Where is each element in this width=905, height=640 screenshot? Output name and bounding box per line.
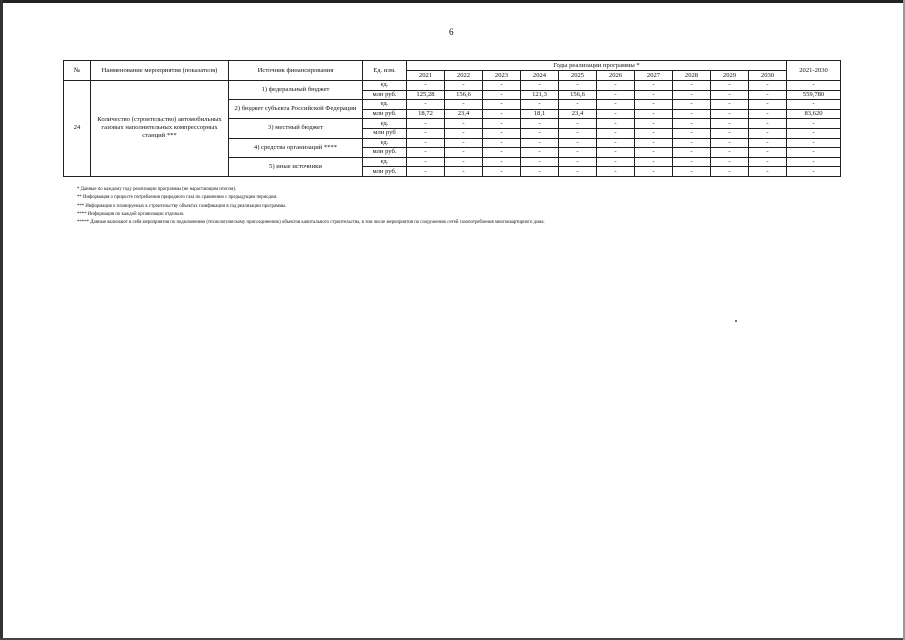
value-cell: - [673, 109, 711, 119]
value-cell: - [445, 138, 483, 148]
value-cell: - [711, 148, 749, 158]
value-cell: - [483, 81, 521, 91]
value-cell: - [635, 148, 673, 158]
value-cell: 121,3 [521, 90, 559, 100]
header-year: 2026 [597, 71, 635, 81]
scan-border-left [0, 0, 3, 640]
value-cell: - [407, 148, 445, 158]
unit-cell: млн руб. [363, 90, 407, 100]
header-year: 2022 [445, 71, 483, 81]
value-cell: - [445, 148, 483, 158]
value-cell: - [673, 100, 711, 110]
value-cell: - [407, 157, 445, 167]
funding-source: 5) иные источники [229, 157, 363, 176]
value-cell: - [521, 81, 559, 91]
value-cell: - [483, 128, 521, 138]
value-cell: - [521, 100, 559, 110]
total-cell: - [787, 148, 841, 158]
unit-cell: млн руб. [363, 167, 407, 177]
value-cell: - [749, 148, 787, 158]
value-cell: - [521, 148, 559, 158]
value-cell: - [445, 119, 483, 129]
value-cell: - [749, 138, 787, 148]
row-number: 24 [64, 81, 91, 177]
value-cell: - [635, 157, 673, 167]
value-cell: - [635, 167, 673, 177]
value-cell: - [635, 81, 673, 91]
value-cell: - [407, 81, 445, 91]
value-cell: - [559, 148, 597, 158]
value-cell: - [521, 157, 559, 167]
value-cell: - [749, 100, 787, 110]
value-cell: - [711, 138, 749, 148]
value-cell: - [673, 119, 711, 129]
unit-cell: ед. [363, 81, 407, 91]
value-cell: - [673, 81, 711, 91]
footnote: ***** Данные включают в себя мероприятия по подключению (технологическому присоединению) объектов капитального строительства, в том числе мероприятия по сооружению сетей газопотребления многоквартирного дома. [77, 220, 545, 226]
value-cell: - [597, 167, 635, 177]
funding-source: 4) средства организаций **** [229, 138, 363, 157]
value-cell: - [635, 100, 673, 110]
value-cell: - [635, 128, 673, 138]
footnote: * Данные по каждому году реализации программы (не нарастающим итогом). [77, 187, 237, 192]
value-cell: - [483, 148, 521, 158]
unit-cell: ед. [363, 157, 407, 167]
header-year: 2025 [559, 71, 597, 81]
value-cell: - [673, 128, 711, 138]
scan-speck [735, 320, 737, 322]
value-cell: - [673, 157, 711, 167]
page-number: 6 [449, 27, 454, 37]
value-cell: - [407, 100, 445, 110]
total-cell: - [787, 138, 841, 148]
value-cell: - [749, 167, 787, 177]
header-year: 2023 [483, 71, 521, 81]
value-cell: - [711, 100, 749, 110]
value-cell: - [597, 138, 635, 148]
value-cell: - [559, 128, 597, 138]
total-cell: - [787, 167, 841, 177]
value-cell: - [521, 119, 559, 129]
value-cell: - [559, 138, 597, 148]
value-cell: 23,4 [445, 109, 483, 119]
value-cell: - [749, 90, 787, 100]
value-cell: 156,6 [445, 90, 483, 100]
total-cell: - [787, 81, 841, 91]
header-year: 2027 [635, 71, 673, 81]
table-row [64, 81, 841, 91]
header-years-group: Годы реализации программы * [407, 61, 787, 71]
footnote: ** Информация о приросте потребления природного газа по сравнению с предыдущим периодом. [77, 195, 278, 201]
value-cell: - [635, 119, 673, 129]
value-cell: - [711, 157, 749, 167]
value-cell: - [749, 119, 787, 129]
value-cell: - [521, 128, 559, 138]
funding-source: 3) местный бюджет [229, 119, 363, 138]
value-cell: - [597, 157, 635, 167]
value-cell: - [407, 128, 445, 138]
total-cell: - [787, 157, 841, 167]
unit-cell: ед. [363, 100, 407, 110]
value-cell: - [597, 119, 635, 129]
header-year: 2028 [673, 71, 711, 81]
value-cell: - [673, 148, 711, 158]
total-cell: - [787, 119, 841, 129]
row-name: Количество (строительство) автомобильных газовых наполнительных компрессорных станций *** [91, 81, 229, 177]
table-body [64, 81, 841, 177]
value-cell: - [635, 90, 673, 100]
value-cell: - [711, 119, 749, 129]
unit-cell: ед. [363, 119, 407, 129]
scan-border-top [0, 0, 905, 3]
value-cell: - [483, 109, 521, 119]
value-cell: - [749, 157, 787, 167]
value-cell: - [749, 81, 787, 91]
value-cell: 18,72 [407, 109, 445, 119]
value-cell: 156,6 [559, 90, 597, 100]
value-cell: - [483, 90, 521, 100]
value-cell: - [673, 167, 711, 177]
value-cell: - [407, 138, 445, 148]
total-cell: 559,780 [787, 90, 841, 100]
value-cell: - [445, 157, 483, 167]
value-cell: - [673, 90, 711, 100]
value-cell: - [445, 128, 483, 138]
value-cell: - [483, 119, 521, 129]
header-year: 2021 [407, 71, 445, 81]
value-cell: 125,28 [407, 90, 445, 100]
program-table [63, 60, 841, 177]
value-cell: - [559, 157, 597, 167]
footnote: **** Информация по каждой организации отдельно. [77, 211, 185, 217]
value-cell: - [635, 109, 673, 119]
value-cell: - [407, 167, 445, 177]
value-cell: - [559, 100, 597, 110]
value-cell: - [749, 128, 787, 138]
value-cell: - [483, 167, 521, 177]
value-cell: - [559, 119, 597, 129]
value-cell: - [597, 81, 635, 91]
value-cell: - [597, 148, 635, 158]
value-cell: - [559, 167, 597, 177]
header-row-1 [64, 61, 841, 71]
value-cell: - [597, 90, 635, 100]
value-cell: - [673, 138, 711, 148]
total-cell: - [787, 100, 841, 110]
header-year: 2030 [749, 71, 787, 81]
header-num: № [64, 61, 91, 81]
value-cell: - [635, 138, 673, 148]
header-unit: Ед. изм. [363, 61, 407, 81]
header-source: Источник финансирования [229, 61, 363, 81]
value-cell: - [559, 81, 597, 91]
total-cell: 83,620 [787, 109, 841, 119]
footnotes [77, 186, 545, 227]
value-cell: - [521, 138, 559, 148]
value-cell: 23,4 [559, 109, 597, 119]
value-cell: - [445, 100, 483, 110]
value-cell: - [445, 167, 483, 177]
value-cell: - [597, 100, 635, 110]
header-total: 2021-2030 [787, 61, 841, 81]
value-cell: - [711, 81, 749, 91]
value-cell: - [711, 167, 749, 177]
unit-cell: млн руб. [363, 148, 407, 158]
value-cell: - [711, 128, 749, 138]
value-cell: - [711, 109, 749, 119]
value-cell: - [483, 100, 521, 110]
value-cell: 18,1 [521, 109, 559, 119]
funding-source: 1) федеральный бюджет [229, 81, 363, 100]
footnote: *** Информация о планируемых к строительству объектах газификации в год реализации программы. [77, 203, 287, 209]
funding-source: 2) бюджет субъекта Российской Федерации [229, 100, 363, 119]
unit-cell: млн руб [363, 128, 407, 138]
unit-cell: млн руб. [363, 109, 407, 119]
value-cell: - [483, 157, 521, 167]
value-cell: - [445, 81, 483, 91]
value-cell: - [521, 167, 559, 177]
total-cell: - [787, 128, 841, 138]
value-cell: - [749, 109, 787, 119]
header-year: 2029 [711, 71, 749, 81]
value-cell: - [711, 90, 749, 100]
value-cell: - [597, 109, 635, 119]
value-cell: - [407, 119, 445, 129]
header-name: Наименование мероприятия (показателя) [91, 61, 229, 81]
header-year: 2024 [521, 71, 559, 81]
value-cell: - [597, 128, 635, 138]
value-cell: - [483, 138, 521, 148]
unit-cell: ед. [363, 138, 407, 148]
